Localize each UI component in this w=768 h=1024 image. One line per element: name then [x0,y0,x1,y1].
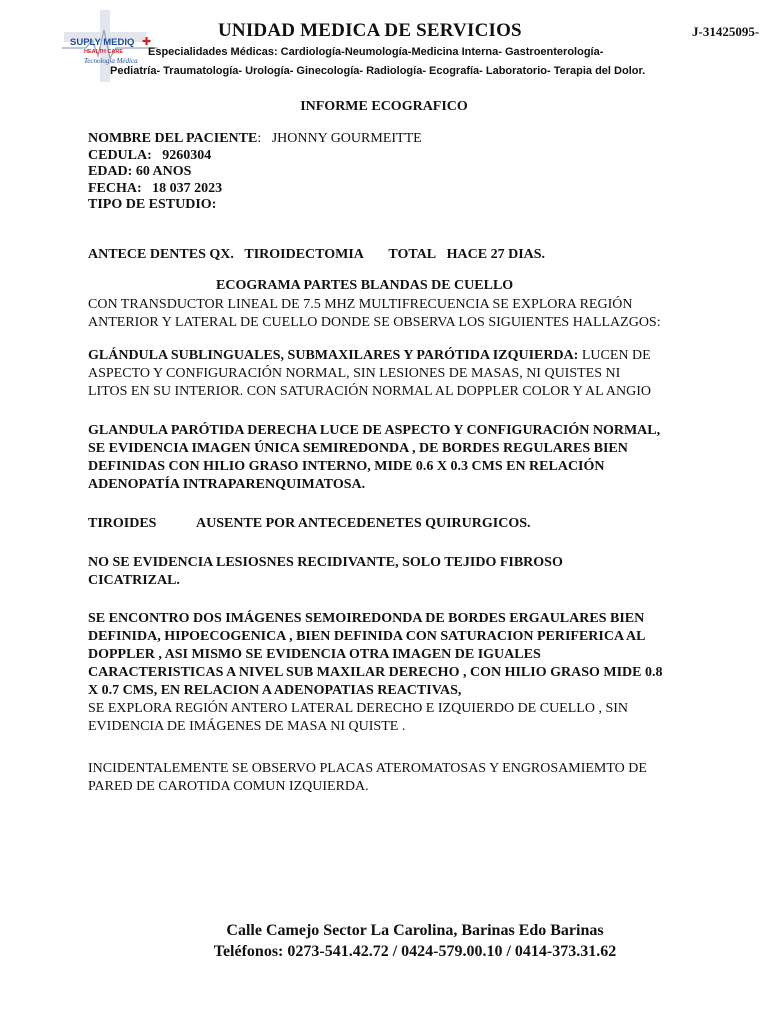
specialties-line-1: Especialidades Médicas: Cardiología-Neumología-Medicina Interna- Gastroenterología- [148,46,604,58]
patient-tipo-row [88,197,422,214]
imagenes-paragraph [88,610,678,736]
specialties-line-2: Pediatría- Traumatología- Urología- Ginecología- Radiología- Ecografía- Laboratorio- Terapia del Dolor. [110,65,646,77]
glandula-izq-lead: GLÁNDULA SUBLINGUALES, SUBMAXILARES Y PARÓTIDA IZQUIERDA: [88,348,579,363]
patient-edad-value: : 60 ANOS [127,164,192,179]
antecedentes-total: TOTAL [388,247,437,262]
antecedentes-label: ANTECE DENTES QX. [88,247,234,262]
imagenes-bold-line-3: DOPPLER , ASI MISMO SE EVIDENCIA OTRA IMAGEN DE IGUALES [88,647,541,662]
study-title: ECOGRAMA PARTES BLANDAS DE CUELLO [216,278,514,293]
patient-info [88,131,422,214]
incidental-line-2: PARED DE CAROTIDA COMUN IZQUIERDA. [88,779,369,794]
glandula-izquierda-paragraph [88,347,678,401]
imagenes-bold-line-2: DEFINIDA, HIPOECOGENICA , BIEN DEFINIDA CON SATURACION PERIFERICA AL [88,629,646,644]
imagenes-bold-line-5: X 0.7 CMS, EN RELACION A ADENOPATIAS REACTIVAS, [88,683,462,698]
patient-edad-label: EDAD [88,164,128,179]
clinic-title: UNIDAD MEDICA DE SERVICIOS [218,20,522,41]
clinic-rif: J-31425095- [692,24,760,39]
tiroides-value: AUSENTE POR ANTECEDENETES QUIRURGICOS. [196,516,531,531]
patient-cedula-row [88,148,422,165]
imagenes-normal-line-2: EVIDENCIA DE IMÁGENES DE MASA NI QUISTE . [88,719,406,734]
logo-tagline: Tecnología Médica [84,57,138,65]
recidiva-line-2: CICATRIZAL. [88,573,180,588]
recidiva-line-1: NO SE EVIDENCIA LESIOSNES RECIDIVANTE, SOLO TEJIDO FIBROSO [88,555,563,570]
patient-cedula-label: CEDULA: [88,147,152,163]
recidiva-paragraph [88,554,678,590]
imagenes-bold-line-4: CARACTERISTICAS A NIVEL SUB MAXILAR DERECHO , CON HILIO GRASO MIDE 0.8 [88,665,663,680]
patient-fecha-value: 18 037 2023 [152,180,223,196]
patient-fecha-row [88,181,422,198]
glandula-izq-line1-rest: LUCEN DE [578,348,651,363]
glandula-izq-line-2: ASPECTO Y CONFIGURACIÓN NORMAL, SIN LESIONES DE MASAS, NI QUISTES NI [88,366,621,381]
incidental-paragraph [88,760,678,796]
glandula-der-line-4: ADENOPATÍA INTRAPARENQUIMATOSA. [88,477,366,492]
tiroides-row [88,516,156,532]
intro-line-1: CON TRANSDUCTOR LINEAL DE 7.5 MHZ MULTIFRECUENCIA SE EXPLORA REGIÓN [88,297,633,312]
intro-line-2: ANTERIOR Y LATERAL DE CUELLO DONDE SE OBSERVA LOS SIGUIENTES HALLAZGOS: [88,315,661,330]
logo-brand-line1: SUPLY MEDIQ [70,37,135,48]
intro-paragraph [88,296,678,332]
patient-name-label: NOMBRE DEL PACIENTE [88,131,258,146]
report-heading: INFORME ECOGRAFICO [300,99,468,114]
antecedentes-time: HACE 27 DIAS. [446,247,546,262]
imagenes-bold-line-1: SE ENCONTRO DOS IMÁGENES SEMOIREDONDA DE BORDES ERGAULARES BIEN [88,611,645,626]
glandula-der-line-1: GLANDULA PARÓTIDA DERECHA LUCE DE ASPECTO Y CONFIGURACIÓN NORMAL, [88,423,661,438]
footer-phones: Teléfonos: 0273-541.42.72 / 0424-579.00.10 / 0414-373.31.62 [213,943,617,960]
antecedentes-row [88,247,545,263]
glandula-izq-line-3: LITOS EN SU INTERIOR. CON SATURACIÓN NORMAL AL DOPPLER COLOR Y AL ANGIO [88,384,652,399]
patient-tipo-label: TIPO DE ESTUDIO: [88,197,217,212]
glandula-der-line-3: DEFINIDAS CON HILIO GRASO INTERNO, MIDE 0.6 X 0.3 CMS EN RELACIÓN [88,459,605,474]
antecedentes-procedure: TIROIDECTOMIA [244,247,364,262]
tiroides-label: TIROIDES [88,516,157,531]
imagenes-normal-line-1: SE EXPLORA REGIÓN ANTERO LATERAL DERECHO E IZQUIERDO DE CUELLO , SIN [88,701,629,716]
glandula-izq-line-1 [88,347,678,365]
glandula-derecha-paragraph [88,422,678,494]
logo-brand-line2: HEALTH CARE [84,49,124,55]
patient-cedula-value: 9260304 [162,147,212,163]
logo-plus-icon: ✚ [142,36,152,48]
footer-address: Calle Camejo Sector La Carolina, Barinas Edo Barinas [226,922,604,939]
glandula-der-line-2: SE EVIDENCIA IMAGEN ÚNICA SEMIREDONDA , DE BORDES REGULARES BIEN [88,441,628,456]
footer [0,920,768,962]
patient-fecha-label: FECHA: [88,180,142,196]
patient-edad-row [88,164,422,181]
patient-name-value: JHONNY GOURMEITTE [271,131,422,146]
patient-name-row [88,131,422,148]
patient-name-colon: : [257,131,272,146]
incidental-line-1: INCIDENTALEMENTE SE OBSERVO PLACAS ATEROMATOSAS Y ENGROSAMIEMTO DE [88,761,647,776]
